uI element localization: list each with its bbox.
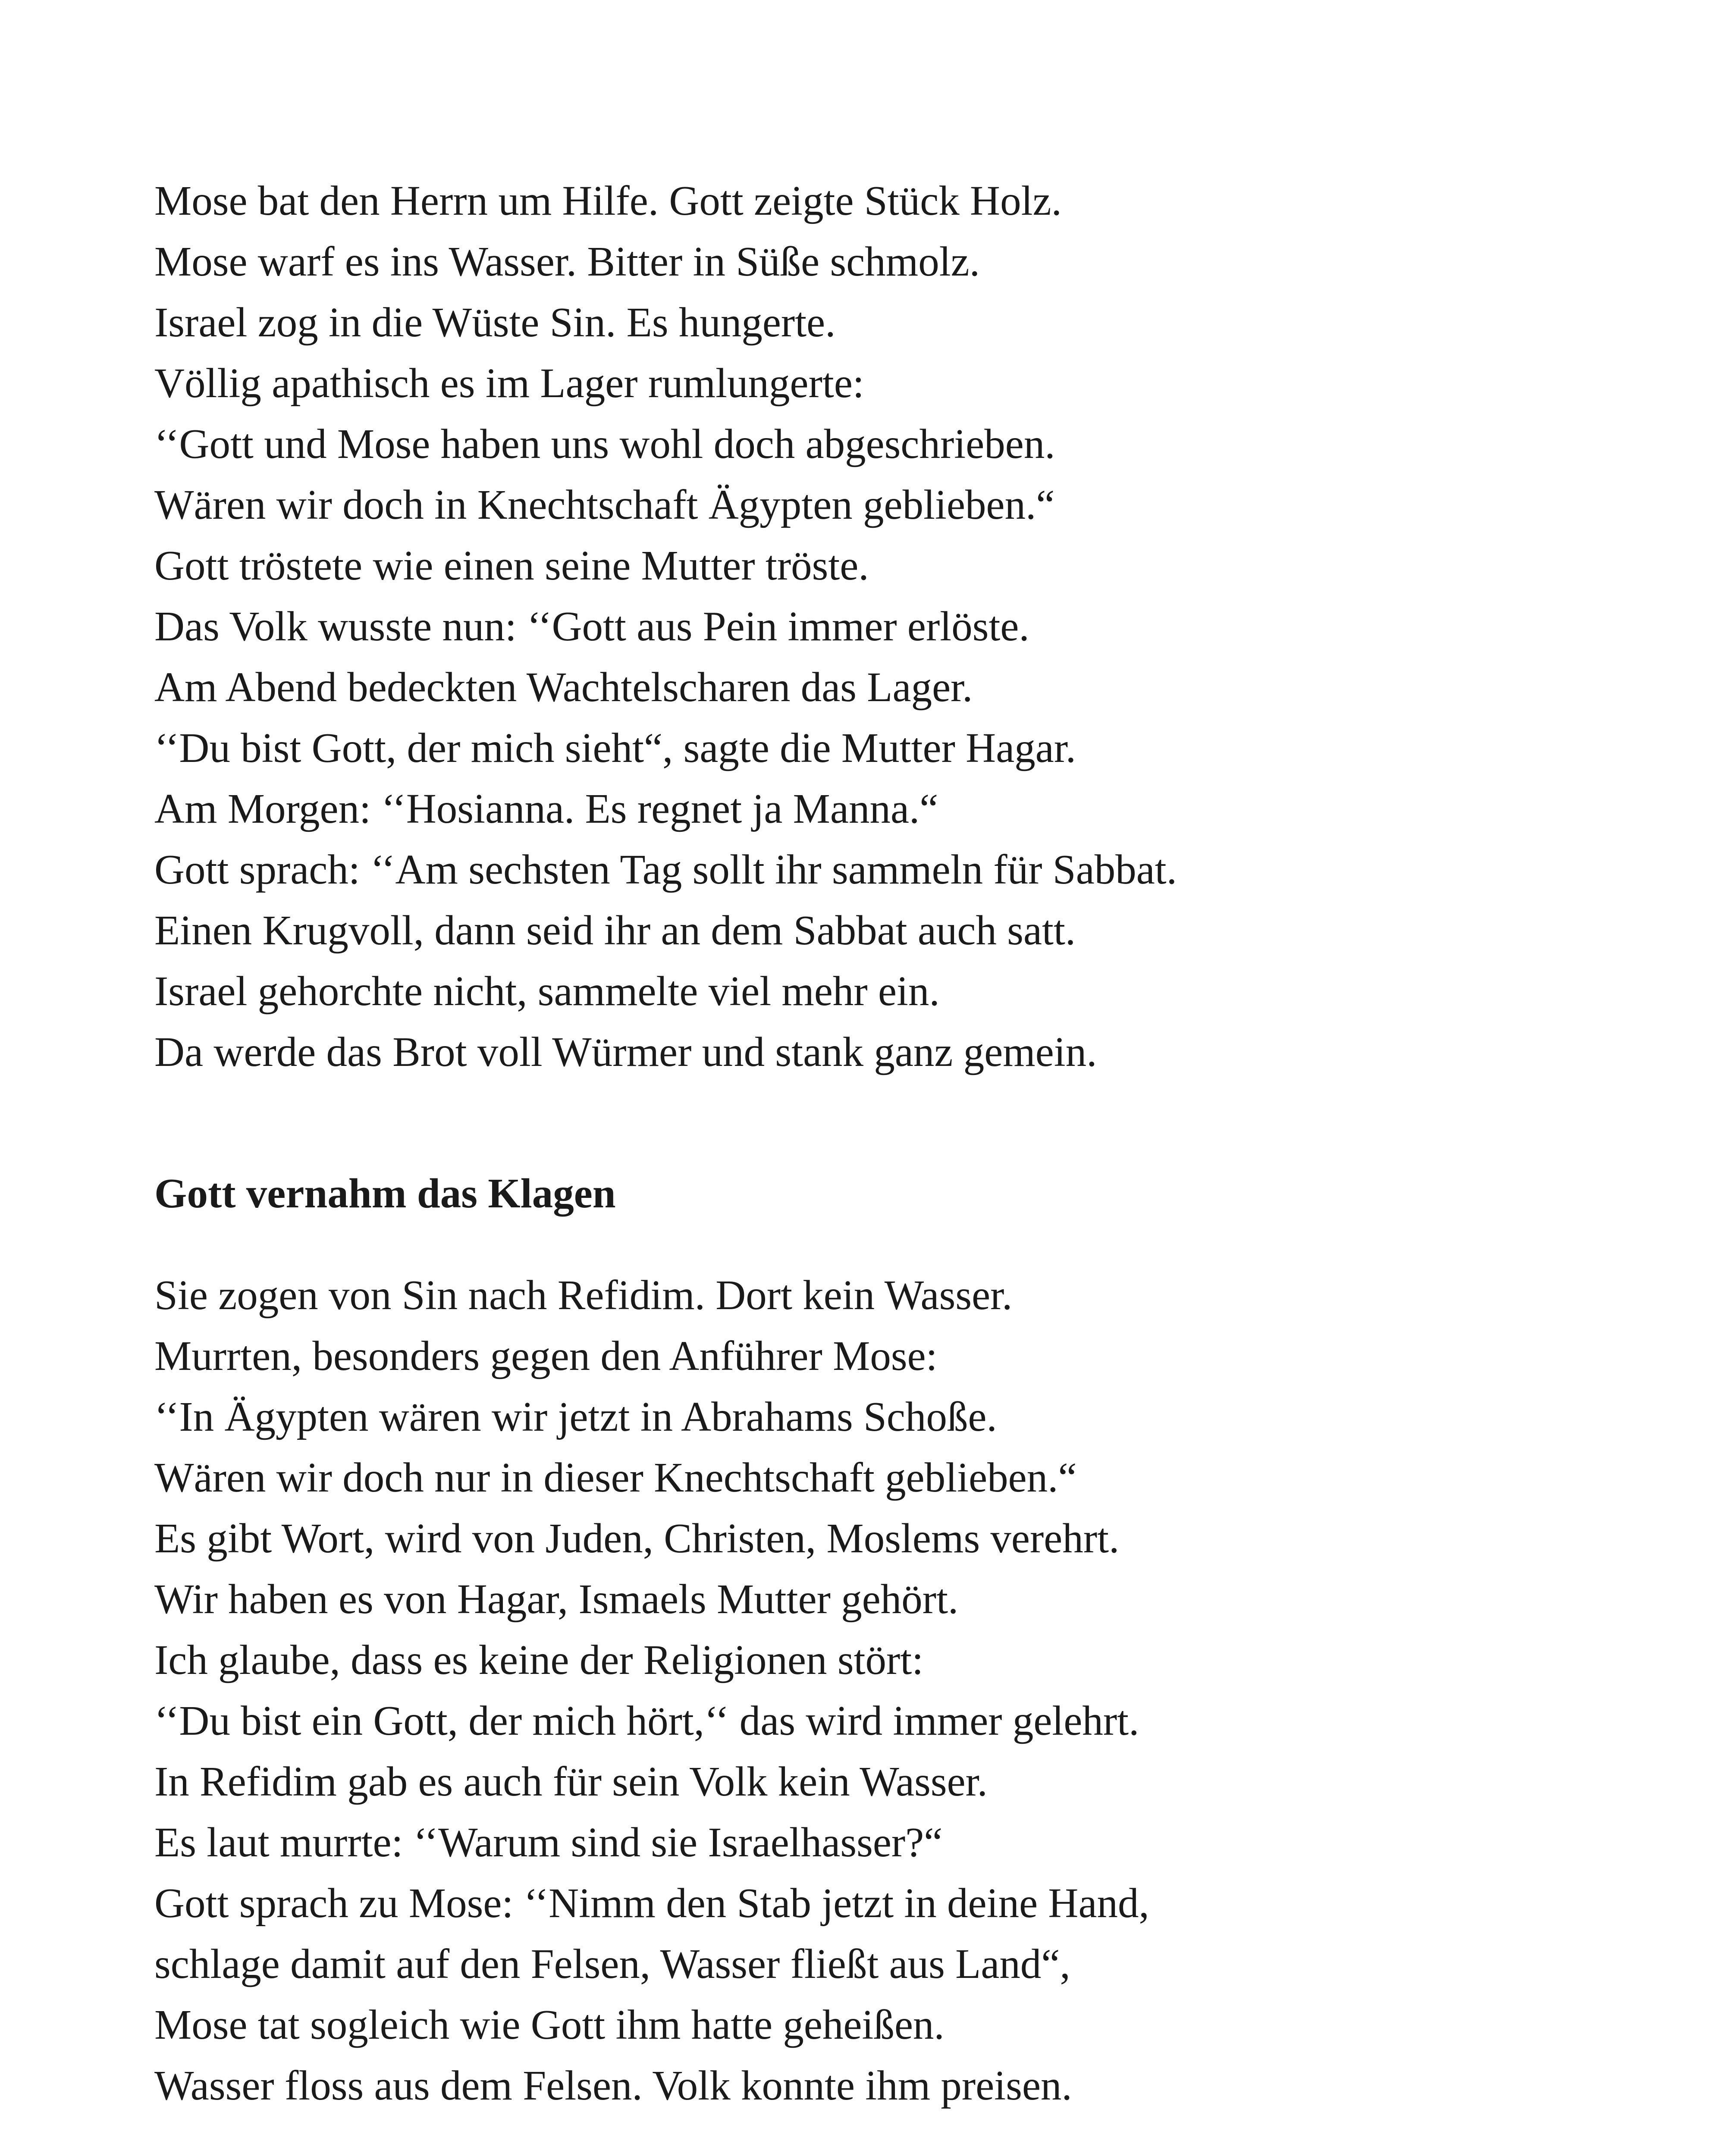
verse-line: Das Volk wusste nun: ‘‘Gott aus Pein immer erlöste. [154, 603, 1029, 649]
verse-line: In Refidim gab es auch für sein Volk kein Wasser. [154, 1758, 988, 1805]
verse-line: Einen Krugvoll, dann seid ihr an dem Sabbat auch satt. [154, 907, 1076, 953]
section-heading: Gott vernahm das Klagen [154, 1170, 616, 1216]
verse-line: Sie zogen von Sin nach Refidim. Dort kein Wasser. [154, 1272, 1013, 1318]
verse-line: Es laut murrte: ‘‘Warum sind sie Israelhasser?“ [154, 1819, 943, 1865]
verse-line: Murrten, besonders gegen den Anführer Mose: [154, 1333, 938, 1379]
stanza-2 [154, 1265, 1149, 2116]
verse-line: ‘‘Gott und Mose haben uns wohl doch abgeschrieben. [154, 421, 1055, 467]
verse-line: Mose tat sogleich wie Gott ihm hatte geheißen. [154, 2002, 944, 2048]
verse-line: Wären wir doch in Knechtschaft Ägypten geblieben.“ [154, 482, 1055, 528]
verse-line: Israel gehorchte nicht, sammelte viel mehr ein. [154, 968, 940, 1014]
verse-line: Es gibt Wort, wird von Juden, Christen, Moslems verehrt. [154, 1515, 1120, 1561]
verse-line: Wasser floss aus dem Felsen. Volk konnte ihm preisen. [154, 2062, 1072, 2109]
verse-line: Gott sprach: ‘‘Am sechsten Tag sollt ihr sammeln für Sabbat. [154, 846, 1177, 893]
verse-line: Wir haben es von Hagar, Ismaels Mutter gehört. [154, 1576, 959, 1622]
verse-line: Mose warf es ins Wasser. Bitter in Süße schmolz. [154, 238, 980, 285]
verse-line: schlage damit auf den Felsen, Wasser fließt aus Land“, [154, 1941, 1070, 1987]
verse-line: Da werde das Brot voll Würmer und stank ganz gemein. [154, 1029, 1097, 1075]
verse-line: ‘‘In Ägypten wären wir jetzt in Abrahams Schoße. [154, 1394, 997, 1440]
verse-line: Wären wir doch nur in dieser Knechtschaft geblieben.“ [154, 1454, 1077, 1501]
verse-line: Gott tröstete wie einen seine Mutter tröste. [154, 542, 869, 589]
verse-line: ‘‘Du bist Gott, der mich sieht“, sagte die Mutter Hagar. [154, 725, 1076, 771]
verse-line: Am Abend bedeckten Wachtelscharen das Lager. [154, 664, 973, 710]
verse-line: ‘‘Du bist ein Gott, der mich hört,‘‘ das wird immer gelehrt. [154, 1698, 1139, 1744]
verse-line: Israel zog in die Wüste Sin. Es hungerte. [154, 299, 836, 345]
verse-line: Gott sprach zu Mose: ‘‘Nimm den Stab jetzt in deine Hand, [154, 1880, 1149, 1926]
verse-line: Ich glaube, dass es keine der Religionen stört: [154, 1637, 924, 1683]
verse-line: Am Morgen: ‘‘Hosianna. Es regnet ja Manna.“ [154, 786, 938, 832]
stanza-1 [154, 170, 1177, 1082]
verse-line: Mose bat den Herrn um Hilfe. Gott zeigte Stück Holz. [154, 178, 1062, 224]
verse-line: Völlig apathisch es im Lager rumlungerte: [154, 360, 864, 406]
